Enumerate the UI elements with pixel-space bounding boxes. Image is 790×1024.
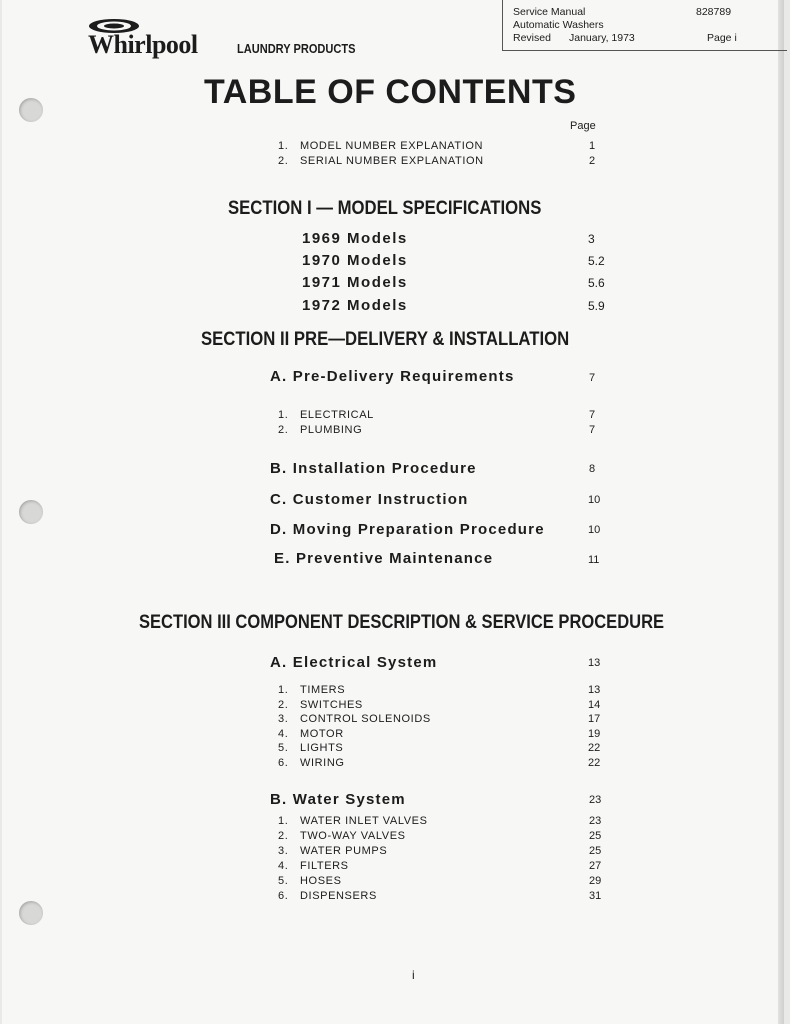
toc-page: 7: [589, 409, 596, 421]
toc-model: 1972 Models: [302, 297, 408, 314]
punch-hole: [19, 500, 43, 524]
toc-item: WATER INLET VALVES: [300, 815, 428, 827]
toc-subsection: D. Moving Preparation Procedure: [270, 521, 545, 538]
toc-page: 10: [588, 494, 601, 506]
toc-page: 25: [589, 845, 602, 857]
toc-page: 23: [589, 794, 602, 806]
toc-page: 13: [588, 684, 601, 696]
toc-item-number: 2.: [278, 155, 289, 167]
brand-name: Whirlpool: [88, 30, 198, 59]
manual-number: 828789: [696, 6, 732, 18]
toc-page: 22: [588, 742, 601, 754]
revised-label: Revised: [513, 32, 551, 44]
toc-item-number: 5.: [278, 742, 289, 754]
punch-hole: [19, 901, 43, 925]
toc-subsection: C. Customer Instruction: [270, 491, 469, 508]
toc-page: 27: [589, 860, 602, 872]
toc-model: 1971 Models: [302, 274, 408, 291]
section-heading: SECTION III COMPONENT DESCRIPTION & SERVICE PROCEDURE: [139, 612, 665, 633]
toc-page: 11: [588, 554, 600, 566]
toc-page: 5.6: [588, 276, 605, 290]
toc-item-number: 6.: [278, 757, 289, 769]
toc-page: 13: [588, 657, 601, 669]
toc-page: 8: [589, 463, 596, 475]
toc-model: 1970 Models: [302, 252, 408, 269]
page-edge: [778, 0, 784, 1024]
page-column-label: Page: [570, 120, 596, 132]
document-page: [2, 0, 784, 1024]
toc-page: 29: [589, 875, 602, 887]
toc-item-number: 3.: [278, 845, 289, 857]
toc-item-number: 4.: [278, 860, 289, 872]
toc-item: SWITCHES: [300, 699, 363, 711]
toc-item-number: 1.: [278, 815, 289, 827]
toc-item: PLUMBING: [300, 424, 363, 436]
toc-item-number: 1.: [278, 409, 289, 421]
manual-info-box: [502, 0, 787, 51]
footer-page-number: i: [412, 968, 415, 982]
toc-model: 1969 Models: [302, 230, 408, 247]
toc-subsection: A. Pre-Delivery Requirements: [270, 368, 515, 385]
manual-subject: Automatic Washers: [513, 19, 604, 31]
toc-item: WATER PUMPS: [300, 845, 388, 857]
toc-item-number: 1.: [278, 140, 289, 152]
page-title: TABLE OF CONTENTS: [204, 73, 577, 111]
toc-item-number: 4.: [278, 728, 289, 740]
toc-page: 22: [588, 757, 601, 769]
page-id: Page i: [707, 32, 737, 44]
toc-item: ELECTRICAL: [300, 409, 374, 421]
toc-page: 10: [588, 524, 601, 536]
toc-item-number: 3.: [278, 713, 289, 725]
toc-item: TWO-WAY VALVES: [300, 830, 406, 842]
toc-item: SERIAL NUMBER EXPLANATION: [300, 155, 484, 167]
toc-page: 31: [589, 890, 602, 902]
toc-page: 17: [588, 713, 601, 725]
toc-subsection: B. Water System: [270, 791, 406, 808]
section-heading: SECTION II PRE—DELIVERY & INSTALLATION: [201, 329, 570, 350]
division-label: LAUNDRY PRODUCTS: [237, 41, 356, 56]
toc-item: HOSES: [300, 875, 342, 887]
toc-subsection: B. Installation Procedure: [270, 460, 477, 477]
punch-hole: [19, 98, 43, 122]
toc-item-number: 5.: [278, 875, 289, 887]
toc-item-number: 2.: [278, 830, 289, 842]
toc-page: 5.2: [588, 254, 605, 268]
manual-type: Service Manual: [513, 6, 586, 18]
toc-page: 19: [588, 728, 601, 740]
toc-item: TIMERS: [300, 684, 346, 696]
toc-item: CONTROL SOLENOIDS: [300, 713, 431, 725]
toc-item: LIGHTS: [300, 742, 344, 754]
toc-item-number: 2.: [278, 424, 289, 436]
toc-page: 5.9: [588, 299, 605, 313]
toc-item-number: 1.: [278, 684, 289, 696]
toc-item-number: 6.: [278, 890, 289, 902]
section-heading: SECTION I — MODEL SPECIFICATIONS: [228, 198, 542, 219]
toc-page: 7: [589, 372, 596, 384]
toc-item: MODEL NUMBER EXPLANATION: [300, 140, 484, 152]
toc-page: 1: [589, 140, 596, 152]
toc-subsection: E. Preventive Maintenance: [274, 550, 494, 567]
toc-page: 7: [589, 424, 596, 436]
toc-page: 2: [589, 155, 596, 167]
toc-page: 14: [588, 699, 601, 711]
toc-item-number: 2.: [278, 699, 289, 711]
revised-date: January, 1973: [569, 32, 635, 44]
toc-page: 3: [588, 232, 595, 246]
toc-subsection: A. Electrical System: [270, 654, 438, 671]
toc-item: WIRING: [300, 757, 345, 769]
toc-item: DISPENSERS: [300, 890, 377, 902]
toc-item: MOTOR: [300, 728, 344, 740]
toc-page: 23: [589, 815, 602, 827]
toc-page: 25: [589, 830, 602, 842]
toc-item: FILTERS: [300, 860, 349, 872]
